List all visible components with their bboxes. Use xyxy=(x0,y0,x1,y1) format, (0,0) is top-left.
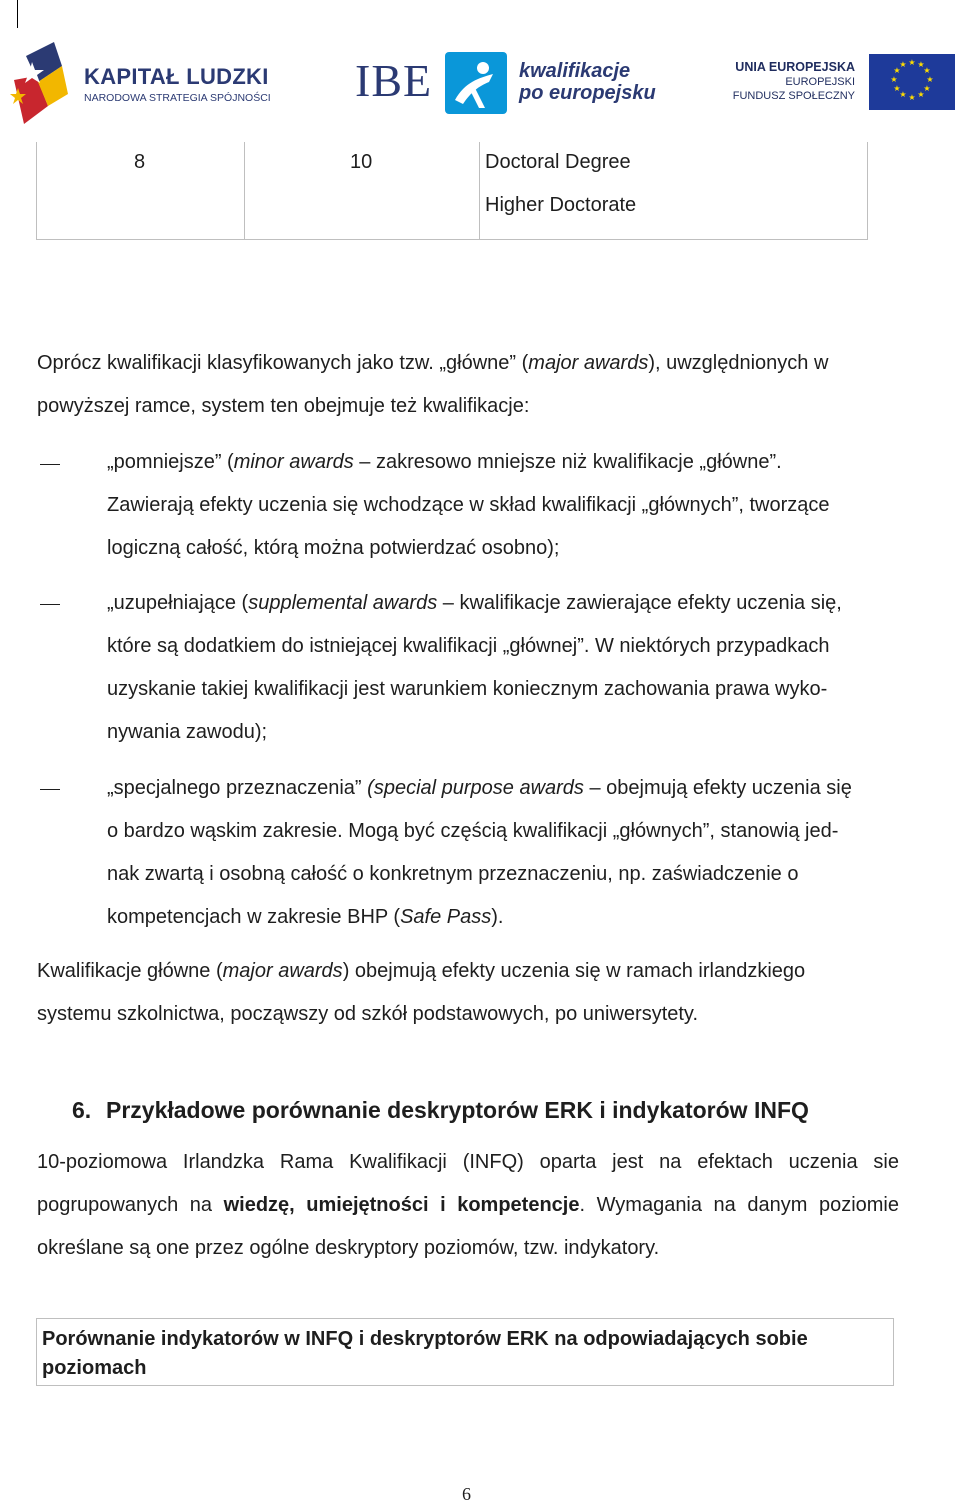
bullet3-line3: nak zwartą i osobną całość o konkretnym przeznaczeniu, np. zaświadczenie o xyxy=(107,863,799,885)
svg-text:★: ★ xyxy=(908,58,916,67)
bullet2-line2: które są dodatkiem do istniejącej kwalifikacji „głównej”. W niektórych przypadkach xyxy=(107,635,830,657)
svg-text:★: ★ xyxy=(923,84,931,93)
page-number: 6 xyxy=(462,1484,471,1504)
table-cell-award-1: Doctoral Degree xyxy=(485,151,631,173)
section-paragraph-line2: pogrupowanych na wiedzę, umiejętności i kompetencje. Wymagania na danym poziomie xyxy=(37,1194,899,1216)
bullet-dash-icon xyxy=(40,464,60,465)
svg-text:★: ★ xyxy=(908,93,916,102)
svg-text:★: ★ xyxy=(926,75,934,84)
svg-text:★: ★ xyxy=(917,90,925,99)
table-cell-infq-level: 10 xyxy=(350,151,373,173)
eu-title: UNIA EUROPEJSKA xyxy=(735,60,855,74)
svg-text:★: ★ xyxy=(899,90,907,99)
table-divider xyxy=(479,142,480,239)
kapital-ludzki-title: KAPITAŁ LUDZKI xyxy=(84,64,269,89)
bullet1-line1: „pomniejsze” (minor awards – zakresowo mniejsze niż kwalifikacje „główne”. xyxy=(107,451,782,473)
comparison-header-line1: Porównanie indykatorów w INFQ i deskryptorów ERK na odpowiadających sobie xyxy=(42,1328,808,1350)
section-heading xyxy=(72,1097,809,1124)
eu-logo xyxy=(730,52,955,112)
svg-text:★: ★ xyxy=(893,66,901,75)
ibe-mark: IBE xyxy=(355,55,433,106)
ibe-logo xyxy=(355,48,656,118)
svg-text:★: ★ xyxy=(923,66,931,75)
kapital-ludzki-emblem-icon xyxy=(8,36,78,128)
eu-subtitle-2: FUNDUSZ SPOŁECZNY xyxy=(732,90,855,102)
section-paragraph-line1: 10-poziomowa Irlandzka Rama Kwalifikacji (INFQ) oparta jest na efektach uczenia sie xyxy=(37,1151,899,1173)
svg-text:★: ★ xyxy=(899,60,907,69)
eu-subtitle-1: EUROPEJSKI xyxy=(785,76,855,88)
bullet2-line1: „uzupełniające (supplemental awards – kwalifikacje zawierające efekty uczenia się, xyxy=(107,592,842,614)
bullet3-line2: o bardzo wąskim zakresie. Mogą być częścią kwalifikacji „głównych”, stanowią jed- xyxy=(107,820,839,842)
bullet1-line3: logiczną całość, którą można potwierdzać osobno); xyxy=(107,537,560,559)
bullet2-line4: nywania zawodu); xyxy=(107,721,268,743)
section-number: 6. xyxy=(72,1097,92,1123)
paragraph-intro-line2: powyższej ramce, system ten obejmuje też kwalifikacje: xyxy=(37,395,530,417)
svg-text:★: ★ xyxy=(917,60,925,69)
section-paragraph-line3: określane są one przez ogólne deskryptory poziomów, tzw. indykatory. xyxy=(37,1237,660,1259)
svg-text:★: ★ xyxy=(893,84,901,93)
table-divider xyxy=(244,142,245,239)
eu-flag-icon xyxy=(869,54,955,110)
table-cell-level: 8 xyxy=(134,151,146,173)
comparison-header-line2: poziomach xyxy=(42,1357,147,1379)
kapital-ludzki-logo xyxy=(8,36,273,128)
paragraph-major-awards-line1: Kwalifikacje główne (major awards) obejmują efekty uczenia się w ramach irlandzkiego xyxy=(37,960,806,982)
svg-text:★: ★ xyxy=(890,75,898,84)
kapital-ludzki-subtitle: NARODOWA STRATEGIA SPÓJNOŚCI xyxy=(84,92,271,104)
table-cell-award-2: Higher Doctorate xyxy=(485,194,637,216)
text-cursor xyxy=(17,0,18,28)
ibe-tagline-line2: po europejsku xyxy=(519,82,656,104)
bullet-dash-icon xyxy=(40,789,60,790)
paragraph-intro-line1: Oprócz kwalifikacji klasyfikowanych jako tzw. „główne” (major awards), uwzględnionych w xyxy=(37,352,829,374)
paragraph-major-awards-line2: systemu szkolnictwa, począwszy od szkół podstawowych, po uniwersytety. xyxy=(37,1003,699,1025)
ibe-tagline-line1: kwalifikacje xyxy=(519,60,631,82)
bullet1-line2: Zawierają efekty uczenia się wchodzące w skład kwalifikacji „głównych”, tworzące xyxy=(107,494,830,516)
ibe-figure-icon xyxy=(445,52,507,114)
comparison-table-header xyxy=(36,1318,894,1386)
bullet2-line3: uzyskanie takiej kwalifikacji jest warunkiem koniecznym zachowania prawa wyko- xyxy=(107,678,828,700)
bullet3-line1: „specjalnego przeznaczenia” (special purpose awards – obejmują efekty uczenia się xyxy=(107,777,852,799)
bullet-dash-icon xyxy=(40,604,60,605)
section-title: Przykładowe porównanie deskryptorów ERK i indykatorów INFQ xyxy=(106,1097,809,1123)
bullet3-line4: kompetencjach w zakresie BHP (Safe Pass). xyxy=(107,906,504,928)
qualification-table-fragment xyxy=(36,142,868,240)
